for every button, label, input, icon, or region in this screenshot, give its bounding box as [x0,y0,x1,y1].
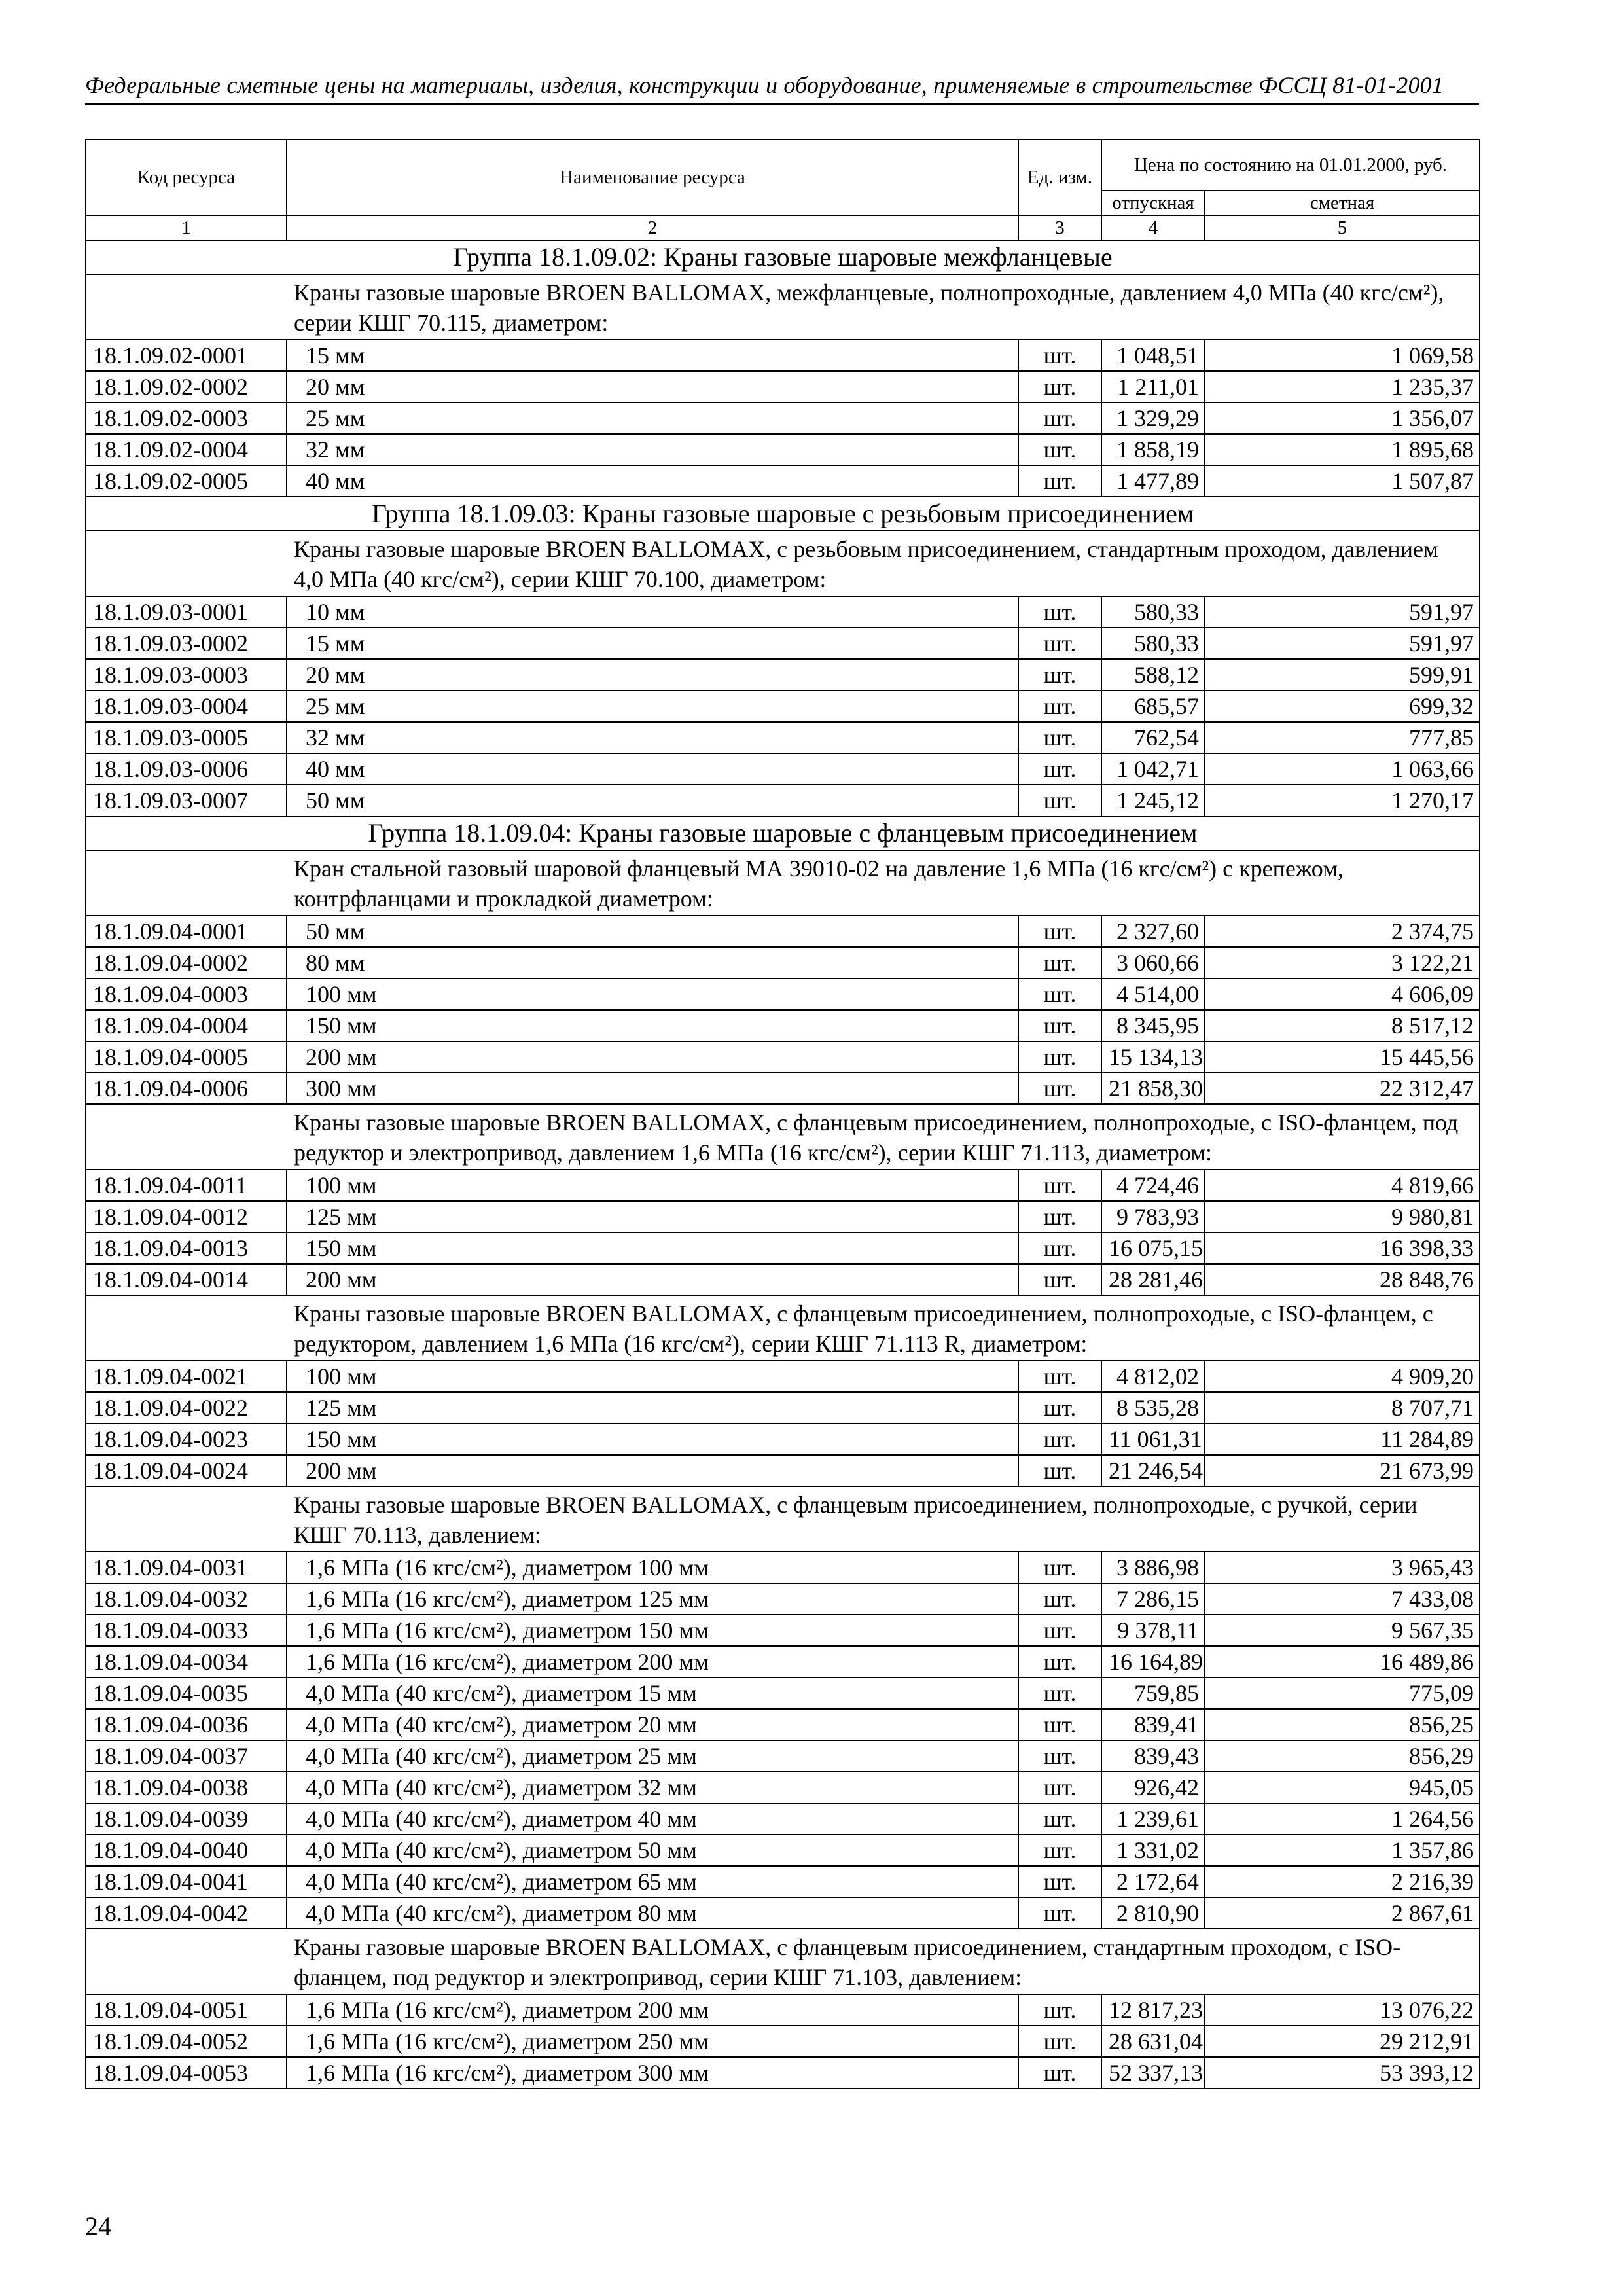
price-release: 3 060,66 [1101,947,1205,978]
resource-code: 18.1.09.04-0033 [86,1615,287,1646]
resource-code: 18.1.09.04-0036 [86,1709,287,1740]
price-release: 2 810,90 [1101,1897,1205,1929]
resource-name: 125 мм [287,1392,1018,1424]
table-row [86,785,1480,816]
subsection-description-row [86,1929,1480,1994]
unit-of-measure: шт. [1018,1264,1101,1295]
group-title: Группа 18.1.09.04: Краны газовые шаровые с фланцевым присоединением [86,816,1480,850]
resource-name: 300 мм [287,1073,1018,1104]
resource-code: 18.1.09.04-0003 [86,978,287,1010]
unit-of-measure: шт. [1018,1232,1101,1264]
resource-code: 18.1.09.03-0004 [86,691,287,722]
resource-name: 4,0 МПа (40 кгс/см²), диаметром 25 мм [287,1740,1018,1772]
group-title: Группа 18.1.09.02: Краны газовые шаровые межфланцевые [86,240,1480,274]
price-release: 11 061,31 [1101,1424,1205,1455]
price-release: 12 817,23 [1101,1994,1205,2026]
price-estimate: 2 374,75 [1205,916,1480,947]
resource-name: 200 мм [287,1455,1018,1486]
unit-of-measure: шт. [1018,1455,1101,1486]
unit-of-measure: шт. [1018,1803,1101,1835]
resource-name: 4,0 МПа (40 кгс/см²), диаметром 40 мм [287,1803,1018,1835]
resource-code: 18.1.09.04-0042 [86,1897,287,1929]
resource-name: 50 мм [287,785,1018,816]
table-row [86,1073,1480,1104]
resource-code: 18.1.09.03-0001 [86,596,287,628]
price-estimate: 7 433,08 [1205,1583,1480,1615]
resource-name: 1,6 МПа (16 кгс/см²), диаметром 150 мм [287,1615,1018,1646]
price-release: 685,57 [1101,691,1205,722]
group-header-row [86,240,1480,274]
price-estimate: 699,32 [1205,691,1480,722]
resource-code: 18.1.09.04-0021 [86,1361,287,1392]
unit-of-measure: шт. [1018,1361,1101,1392]
resource-name: 15 мм [287,340,1018,371]
resource-code: 18.1.09.02-0005 [86,465,287,497]
table-row [86,2026,1480,2057]
table-row [86,722,1480,753]
unit-of-measure: шт. [1018,1424,1101,1455]
table-body [86,240,1480,2089]
price-estimate: 856,25 [1205,1709,1480,1740]
unit-of-measure: шт. [1018,403,1101,434]
price-estimate: 9 567,35 [1205,1615,1480,1646]
group-title: Группа 18.1.09.03: Краны газовые шаровые с резьбовым присоединением [86,497,1480,531]
table-row [86,659,1480,691]
resource-code: 18.1.09.02-0001 [86,340,287,371]
group-header-row [86,497,1480,531]
resource-code: 18.1.09.04-0051 [86,1994,287,2026]
column-number: 4 [1101,215,1205,240]
price-release: 1 858,19 [1101,434,1205,465]
resource-code: 18.1.09.02-0003 [86,403,287,434]
unit-of-measure: шт. [1018,1740,1101,1772]
resource-name: 25 мм [287,691,1018,722]
table-row [86,1646,1480,1677]
resource-name: 80 мм [287,947,1018,978]
unit-of-measure: шт. [1018,1646,1101,1677]
unit-of-measure: шт. [1018,1866,1101,1897]
unit-of-measure: шт. [1018,1552,1101,1583]
resource-code: 18.1.09.04-0053 [86,2057,287,2089]
resource-name: 4,0 МПа (40 кгс/см²), диаметром 50 мм [287,1835,1018,1866]
resource-code: 18.1.09.02-0002 [86,371,287,403]
resource-name: 150 мм [287,1424,1018,1455]
unit-of-measure: шт. [1018,1615,1101,1646]
unit-of-measure: шт. [1018,465,1101,497]
resource-name: 200 мм [287,1041,1018,1073]
unit-of-measure: шт. [1018,691,1101,722]
resource-name: 20 мм [287,371,1018,403]
price-release: 1 048,51 [1101,340,1205,371]
resource-code: 18.1.09.02-0004 [86,434,287,465]
price-estimate: 1 235,37 [1205,371,1480,403]
running-header: Федеральные сметные цены на материалы, изделия, конструкции и оборудование, применяемые в строительстве ФССЦ 81-01-2001 [85,71,1479,105]
subsection-description: Кран стальной газовый шаровой фланцевый МА 39010-02 на давление 1,6 МПа (16 кгс/см²) с крепежом, контрфланцами и прокладкой диаметром: [86,850,1480,916]
price-release: 588,12 [1101,659,1205,691]
price-release: 839,43 [1101,1740,1205,1772]
resource-name: 150 мм [287,1010,1018,1041]
resource-name: 40 мм [287,465,1018,497]
resource-code: 18.1.09.04-0034 [86,1646,287,1677]
col-header-name: Наименование ресурса [287,139,1018,215]
table-row [86,1232,1480,1264]
resource-name: 10 мм [287,596,1018,628]
header-row [86,139,1480,190]
resource-name: 40 мм [287,753,1018,785]
price-estimate: 8 517,12 [1205,1010,1480,1041]
price-estimate: 775,09 [1205,1677,1480,1709]
price-estimate: 53 393,12 [1205,2057,1480,2089]
resource-code: 18.1.09.04-0039 [86,1803,287,1835]
table-row [86,1866,1480,1897]
resource-code: 18.1.09.04-0041 [86,1866,287,1897]
resource-code: 18.1.09.04-0002 [86,947,287,978]
column-number-row [86,215,1480,240]
resource-code: 18.1.09.04-0013 [86,1232,287,1264]
table-row [86,1677,1480,1709]
col-header-price-release: отпускная [1101,190,1205,215]
resource-name: 25 мм [287,403,1018,434]
resource-code: 18.1.09.03-0007 [86,785,287,816]
subsection-description-row [86,531,1480,596]
price-release: 4 724,46 [1101,1170,1205,1201]
unit-of-measure: шт. [1018,1583,1101,1615]
col-header-unit: Ед. изм. [1018,139,1101,215]
resource-name: 1,6 МПа (16 кгс/см²), диаметром 200 мм [287,1646,1018,1677]
price-estimate: 29 212,91 [1205,2026,1480,2057]
price-release: 16 075,15 [1101,1232,1205,1264]
resource-code: 18.1.09.04-0052 [86,2026,287,2057]
price-estimate: 2 867,61 [1205,1897,1480,1929]
price-release: 21 858,30 [1101,1073,1205,1104]
subsection-description: Краны газовые шаровые BROEN BALLOMAX, межфланцевые, полнопроходные, давлением 4,0 МПа (40 кгс/см²), серии КШГ 70.115, диаметром: [86,274,1480,340]
price-estimate: 8 707,71 [1205,1392,1480,1424]
unit-of-measure: шт. [1018,1392,1101,1424]
table-row [86,1835,1480,1866]
table-row [86,1740,1480,1772]
table-row [86,1264,1480,1295]
price-estimate: 777,85 [1205,722,1480,753]
resource-name: 4,0 МПа (40 кгс/см²), диаметром 65 мм [287,1866,1018,1897]
unit-of-measure: шт. [1018,1041,1101,1073]
resource-name: 4,0 МПа (40 кгс/см²), диаметром 32 мм [287,1772,1018,1803]
price-estimate: 11 284,89 [1205,1424,1480,1455]
table-row [86,753,1480,785]
resource-name: 100 мм [287,978,1018,1010]
resource-code: 18.1.09.04-0024 [86,1455,287,1486]
price-estimate: 856,29 [1205,1740,1480,1772]
table-row [86,2057,1480,2089]
price-estimate: 1 895,68 [1205,434,1480,465]
page-number: 24 [85,2212,111,2241]
price-estimate: 1 357,86 [1205,1835,1480,1866]
table-row [86,371,1480,403]
resource-name: 150 мм [287,1232,1018,1264]
resource-code: 18.1.09.03-0003 [86,659,287,691]
unit-of-measure: шт. [1018,628,1101,659]
table-row [86,1709,1480,1740]
price-release: 16 164,89 [1101,1646,1205,1677]
price-estimate: 945,05 [1205,1772,1480,1803]
table-row [86,434,1480,465]
subsection-description-row [86,1295,1480,1361]
table-row [86,1010,1480,1041]
resource-code: 18.1.09.04-0031 [86,1552,287,1583]
resource-name: 125 мм [287,1201,1018,1232]
unit-of-measure: шт. [1018,1709,1101,1740]
table-row [86,340,1480,371]
price-release: 580,33 [1101,596,1205,628]
price-estimate: 1 264,56 [1205,1803,1480,1835]
price-release: 28 631,04 [1101,2026,1205,2057]
price-release: 8 345,95 [1101,1010,1205,1041]
price-estimate: 591,97 [1205,628,1480,659]
price-release: 839,41 [1101,1709,1205,1740]
resource-code: 18.1.09.03-0002 [86,628,287,659]
price-estimate: 1 063,66 [1205,753,1480,785]
unit-of-measure: шт. [1018,1010,1101,1041]
resource-name: 1,6 МПа (16 кгс/см²), диаметром 200 мм [287,1994,1018,2026]
price-release: 2 172,64 [1101,1866,1205,1897]
price-estimate: 22 312,47 [1205,1073,1480,1104]
unit-of-measure: шт. [1018,659,1101,691]
col-header-code: Код ресурса [86,139,287,215]
price-release: 8 535,28 [1101,1392,1205,1424]
column-number: 5 [1205,215,1480,240]
price-estimate: 16 489,86 [1205,1646,1480,1677]
unit-of-measure: шт. [1018,1772,1101,1803]
subsection-description-row [86,274,1480,340]
price-release: 1 331,02 [1101,1835,1205,1866]
price-estimate: 9 980,81 [1205,1201,1480,1232]
table-row [86,1041,1480,1073]
resource-name: 32 мм [287,722,1018,753]
price-release: 52 337,13 [1101,2057,1205,2089]
subsection-description: Краны газовые шаровые BROEN BALLOMAX, с фланцевым присоединением, стандартным проходом, с ISO-фланцем, под редуктор и электропривод, серии КШГ 71.103, давлением: [86,1929,1480,1994]
price-estimate: 1 507,87 [1205,465,1480,497]
unit-of-measure: шт. [1018,434,1101,465]
resource-code: 18.1.09.04-0011 [86,1170,287,1201]
price-release: 1 211,01 [1101,371,1205,403]
resource-name: 1,6 МПа (16 кгс/см²), диаметром 250 мм [287,2026,1018,2057]
unit-of-measure: шт. [1018,916,1101,947]
table-row [86,1583,1480,1615]
price-release: 580,33 [1101,628,1205,659]
price-estimate: 16 398,33 [1205,1232,1480,1264]
resource-code: 18.1.09.04-0037 [86,1740,287,1772]
price-release: 4 812,02 [1101,1361,1205,1392]
unit-of-measure: шт. [1018,978,1101,1010]
price-release: 15 134,13 [1101,1041,1205,1073]
unit-of-measure: шт. [1018,1677,1101,1709]
unit-of-measure: шт. [1018,596,1101,628]
subsection-description: Краны газовые шаровые BROEN BALLOMAX, с фланцевым присоединением, полнопроходые, с ISO-фланцем, с редуктором, давлением 1,6 МПа (16 кгс/см²), серии КШГ 71.113 R, диаметром: [86,1295,1480,1361]
table-row [86,1455,1480,1486]
resource-code: 18.1.09.04-0035 [86,1677,287,1709]
resource-name: 4,0 МПа (40 кгс/см²), диаметром 15 мм [287,1677,1018,1709]
resource-code: 18.1.09.03-0005 [86,722,287,753]
unit-of-measure: шт. [1018,1897,1101,1929]
resource-code: 18.1.09.04-0005 [86,1041,287,1073]
resource-name: 100 мм [287,1361,1018,1392]
table-row [86,978,1480,1010]
unit-of-measure: шт. [1018,753,1101,785]
unit-of-measure: шт. [1018,1994,1101,2026]
price-release: 21 246,54 [1101,1455,1205,1486]
unit-of-measure: шт. [1018,1201,1101,1232]
table-row [86,1361,1480,1392]
table-row [86,1615,1480,1646]
resource-name: 1,6 МПа (16 кгс/см²), диаметром 125 мм [287,1583,1018,1615]
price-table [85,139,1480,2089]
resource-code: 18.1.09.04-0038 [86,1772,287,1803]
price-release: 759,85 [1101,1677,1205,1709]
resource-name: 4,0 МПа (40 кгс/см²), диаметром 20 мм [287,1709,1018,1740]
table-row [86,947,1480,978]
resource-code: 18.1.09.03-0006 [86,753,287,785]
unit-of-measure: шт. [1018,1835,1101,1866]
table-row [86,1424,1480,1455]
unit-of-measure: шт. [1018,340,1101,371]
price-estimate: 4 909,20 [1205,1361,1480,1392]
table-row [86,916,1480,947]
price-estimate: 13 076,22 [1205,1994,1480,2026]
price-estimate: 3 122,21 [1205,947,1480,978]
unit-of-measure: шт. [1018,722,1101,753]
table-row [86,1803,1480,1835]
unit-of-measure: шт. [1018,947,1101,978]
price-estimate: 15 445,56 [1205,1041,1480,1073]
price-estimate: 1 356,07 [1205,403,1480,434]
table-row [86,1170,1480,1201]
table-row [86,1897,1480,1929]
subsection-description: Краны газовые шаровые BROEN BALLOMAX, с фланцевым присоединением, полнопроходые, с ISO-фланцем, под редуктор и электропривод, давлением 1,6 МПа (16 кгс/см²), серии КШГ 71.113, диаметром: [86,1104,1480,1170]
resource-code: 18.1.09.04-0023 [86,1424,287,1455]
col-header-price-estimate: сметная [1205,190,1480,215]
price-estimate: 28 848,76 [1205,1264,1480,1295]
resource-name: 100 мм [287,1170,1018,1201]
price-release: 1 477,89 [1101,465,1205,497]
price-release: 926,42 [1101,1772,1205,1803]
table-row [86,596,1480,628]
col-header-price-group: Цена по состоянию на 01.01.2000, руб. [1101,139,1480,190]
resource-code: 18.1.09.04-0022 [86,1392,287,1424]
subsection-description-row [86,1486,1480,1552]
table-row [86,1201,1480,1232]
price-release: 9 783,93 [1101,1201,1205,1232]
table-row [86,465,1480,497]
price-release: 1 245,12 [1101,785,1205,816]
resource-code: 18.1.09.04-0012 [86,1201,287,1232]
table-row [86,403,1480,434]
table-row [86,1392,1480,1424]
resource-code: 18.1.09.04-0004 [86,1010,287,1041]
price-release: 3 886,98 [1101,1552,1205,1583]
price-release: 28 281,46 [1101,1264,1205,1295]
table-row [86,691,1480,722]
resource-name: 50 мм [287,916,1018,947]
column-number: 3 [1018,215,1101,240]
price-estimate: 21 673,99 [1205,1455,1480,1486]
table-row [86,1552,1480,1583]
price-release: 4 514,00 [1101,978,1205,1010]
column-number: 2 [287,215,1018,240]
unit-of-measure: шт. [1018,2026,1101,2057]
resource-code: 18.1.09.04-0032 [86,1583,287,1615]
unit-of-measure: шт. [1018,2057,1101,2089]
resource-code: 18.1.09.04-0014 [86,1264,287,1295]
subsection-description: Краны газовые шаровые BROEN BALLOMAX, с резьбовым присоединением, стандартным проходом, давлением 4,0 МПа (40 кгс/см²), серии КШГ 70.100, диаметром: [86,531,1480,596]
price-release: 2 327,60 [1101,916,1205,947]
table-row [86,1994,1480,2026]
unit-of-measure: шт. [1018,371,1101,403]
unit-of-measure: шт. [1018,1170,1101,1201]
price-estimate: 1 069,58 [1205,340,1480,371]
table-row [86,1772,1480,1803]
subsection-description-row [86,850,1480,916]
subsection-description: Краны газовые шаровые BROEN BALLOMAX, с фланцевым присоединением, полнопроходые, с ручкой, серии КШГ 70.113, давлением: [86,1486,1480,1552]
price-release: 762,54 [1101,722,1205,753]
unit-of-measure: шт. [1018,1073,1101,1104]
resource-name: 1,6 МПа (16 кгс/см²), диаметром 100 мм [287,1552,1018,1583]
price-release: 9 378,11 [1101,1615,1205,1646]
subsection-description-row [86,1104,1480,1170]
resource-code: 18.1.09.04-0001 [86,916,287,947]
price-estimate: 4 606,09 [1205,978,1480,1010]
resource-name: 4,0 МПа (40 кгс/см²), диаметром 80 мм [287,1897,1018,1929]
price-estimate: 2 216,39 [1205,1866,1480,1897]
resource-code: 18.1.09.04-0006 [86,1073,287,1104]
resource-name: 200 мм [287,1264,1018,1295]
resource-name: 20 мм [287,659,1018,691]
price-estimate: 3 965,43 [1205,1552,1480,1583]
price-release: 1 042,71 [1101,753,1205,785]
column-number: 1 [86,215,287,240]
price-release: 7 286,15 [1101,1583,1205,1615]
resource-name: 15 мм [287,628,1018,659]
price-estimate: 1 270,17 [1205,785,1480,816]
price-estimate: 599,91 [1205,659,1480,691]
group-header-row [86,816,1480,850]
unit-of-measure: шт. [1018,785,1101,816]
table-row [86,628,1480,659]
price-release: 1 239,61 [1101,1803,1205,1835]
price-estimate: 4 819,66 [1205,1170,1480,1201]
resource-name: 32 мм [287,434,1018,465]
price-estimate: 591,97 [1205,596,1480,628]
price-release: 1 329,29 [1101,403,1205,434]
resource-code: 18.1.09.04-0040 [86,1835,287,1866]
resource-name: 1,6 МПа (16 кгс/см²), диаметром 300 мм [287,2057,1018,2089]
